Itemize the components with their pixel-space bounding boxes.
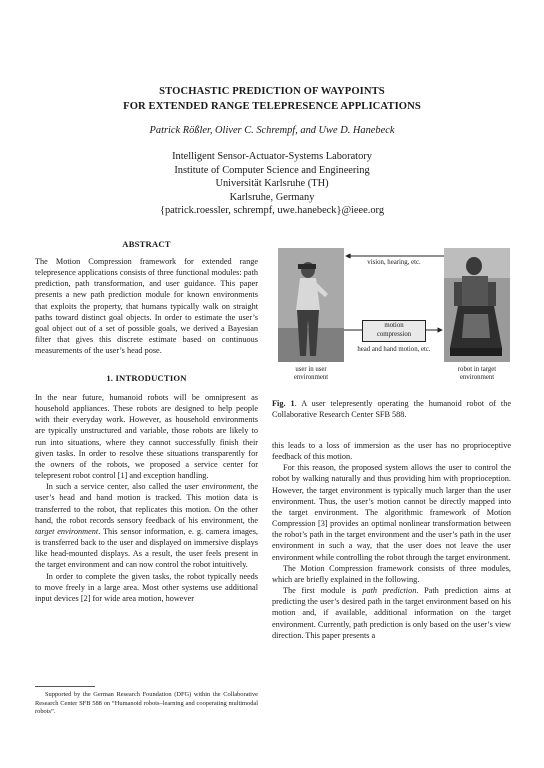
footnote-rule — [35, 686, 95, 687]
affiliation-institute: Institute of Computer Science and Engineering — [174, 164, 370, 176]
right-paragraph-4 — [272, 585, 511, 641]
introduction-body — [35, 392, 258, 604]
intro-p2-part-c: . This sensor information, e. g. camera images, is transferred back to the user and displayed on immersive displays like head-mounted displays. As a result, the user feels present in the target environment and can now control the robot intuitively. — [35, 526, 258, 570]
right-column-body — [272, 440, 511, 641]
right-p4-part-a: The first module is — [283, 586, 363, 596]
right-paragraph-1: this leads to a loss of immersion as the user has no proprioceptive feedback of this motion. — [272, 441, 511, 462]
intro-p2-part-b: , the user’s head and hand motion is tracked. This motion data is transferred to the robot, that replicates this motion. On the other hand, the robot records sensory feedback of his environment, the — [35, 482, 258, 525]
motion-compression-box — [362, 320, 426, 342]
intro-paragraph-1: In the near future, humanoid robots will be omnipresent as household appliances. These robots are designed to help people with their everyday work. However, as household environments are typically unstructured and variable, those robots are likely to run into situations, where they cannot successfully finish their given tasks. In order to resolve these situations transparently for the owners of the robots, we proposed a service center for telepresent robot control [1] and exception handling. — [35, 393, 258, 481]
term-target-environment: target environment — [35, 526, 99, 536]
intro-p2-part-a: In such a service center, also called the — [46, 482, 185, 492]
footnote-text: Supported by the German Research Foundation (DFG) within the Collaborative Research Center SFB 588 on “Humanoid robots–learning and cooperating multimodal robots”. — [35, 691, 258, 716]
intro-paragraph-3: In order to complete the given tasks, the robot typically needs to move freely in a large area. Most other systems use additional input devices [2] for wide area motion, however — [35, 571, 258, 603]
label-robot-environment: robot in target environment — [457, 366, 497, 381]
label-user-environment: user in user environment — [293, 366, 329, 381]
right-p4-part-b: . Path prediction aims at predicting the user’s desired path in the target environment based on his motion and, if available, additional information on the target environment. Currently, path prediction is only based on the user’s view direction. This paper presents a — [272, 586, 511, 640]
abstract-heading: ABSTRACT — [122, 239, 171, 249]
label-vision-hearing: vision, hearing, etc. — [367, 259, 421, 266]
paper-title — [0, 84, 544, 114]
affiliation-lab: Intelligent Sensor-Actuator-Systems Laboratory — [172, 151, 372, 162]
figure-caption — [272, 398, 511, 420]
motion-compression-label: motion compression — [376, 322, 412, 338]
title-line-2: FOR EXTENDED RANGE TELEPRESENCE APPLICATIONS — [123, 101, 421, 112]
affiliation-block — [0, 150, 544, 218]
title-line-1: STOCHASTIC PREDICTION OF WAYPOINTS — [159, 86, 385, 97]
right-paragraph-2: For this reason, the proposed system allows the user to control the robot by walking naturally and thus providing him with proprioception. However, the target environment is typically much larger than the user environment. Thus, the user’s motion cannot be directly mapped into the target environment. The algorithmic framework of Motion Compression [3] provides an optimal nonlinear transformation between the robot’s path in the target environment and the user’s path in the user environment in such a way, that the user does not leave the user environment while controlling the robot through the target environment. — [272, 463, 511, 562]
right-paragraph-3: The Motion Compression framework consists of three modules, which are briefly explained in the following. — [272, 563, 511, 584]
term-path-prediction: path prediction — [362, 586, 417, 596]
intro-paragraph-2 — [35, 481, 258, 570]
introduction-heading: 1. INTRODUCTION — [106, 373, 187, 383]
affiliation-emails: {patrick.roessler, schrempf, uwe.hanebeck}@ieee.org — [159, 205, 385, 217]
term-user-environment: user environment — [184, 482, 243, 492]
abstract-text: The Motion Compression framework for extended range telepresence applications consists of three functional modules: path prediction, path transformation, and user guidance. This paper presents a new path prediction module for known environments that exploits the property, that humans typically walk on straight paths toward distinct goal objects. In order to estimate the user’s goal object out of a set of possible goals, we derived a Bayesian filter that gives this discrete estimate based on continuous measurements of the user’s head pose. — [35, 257, 258, 356]
abstract-body — [35, 256, 258, 356]
footnote-area — [35, 686, 258, 717]
affiliation-city: Karlsruhe, Germany — [229, 191, 315, 203]
figure-1 — [272, 248, 512, 386]
author-list: Patrick Rößler, Oliver C. Schrempf, and Uwe D. Hanebeck — [149, 125, 395, 136]
figure-caption-text: . A user telepresently operating the humanoid robot of the Collaborative Research Center SFB 588. — [272, 399, 511, 420]
figure-caption-label: Fig. 1 — [272, 399, 295, 408]
label-head-hand-motion: head and hand motion, etc. — [357, 346, 431, 353]
affiliation-university: Universität Karlsruhe (TH) — [215, 178, 329, 190]
